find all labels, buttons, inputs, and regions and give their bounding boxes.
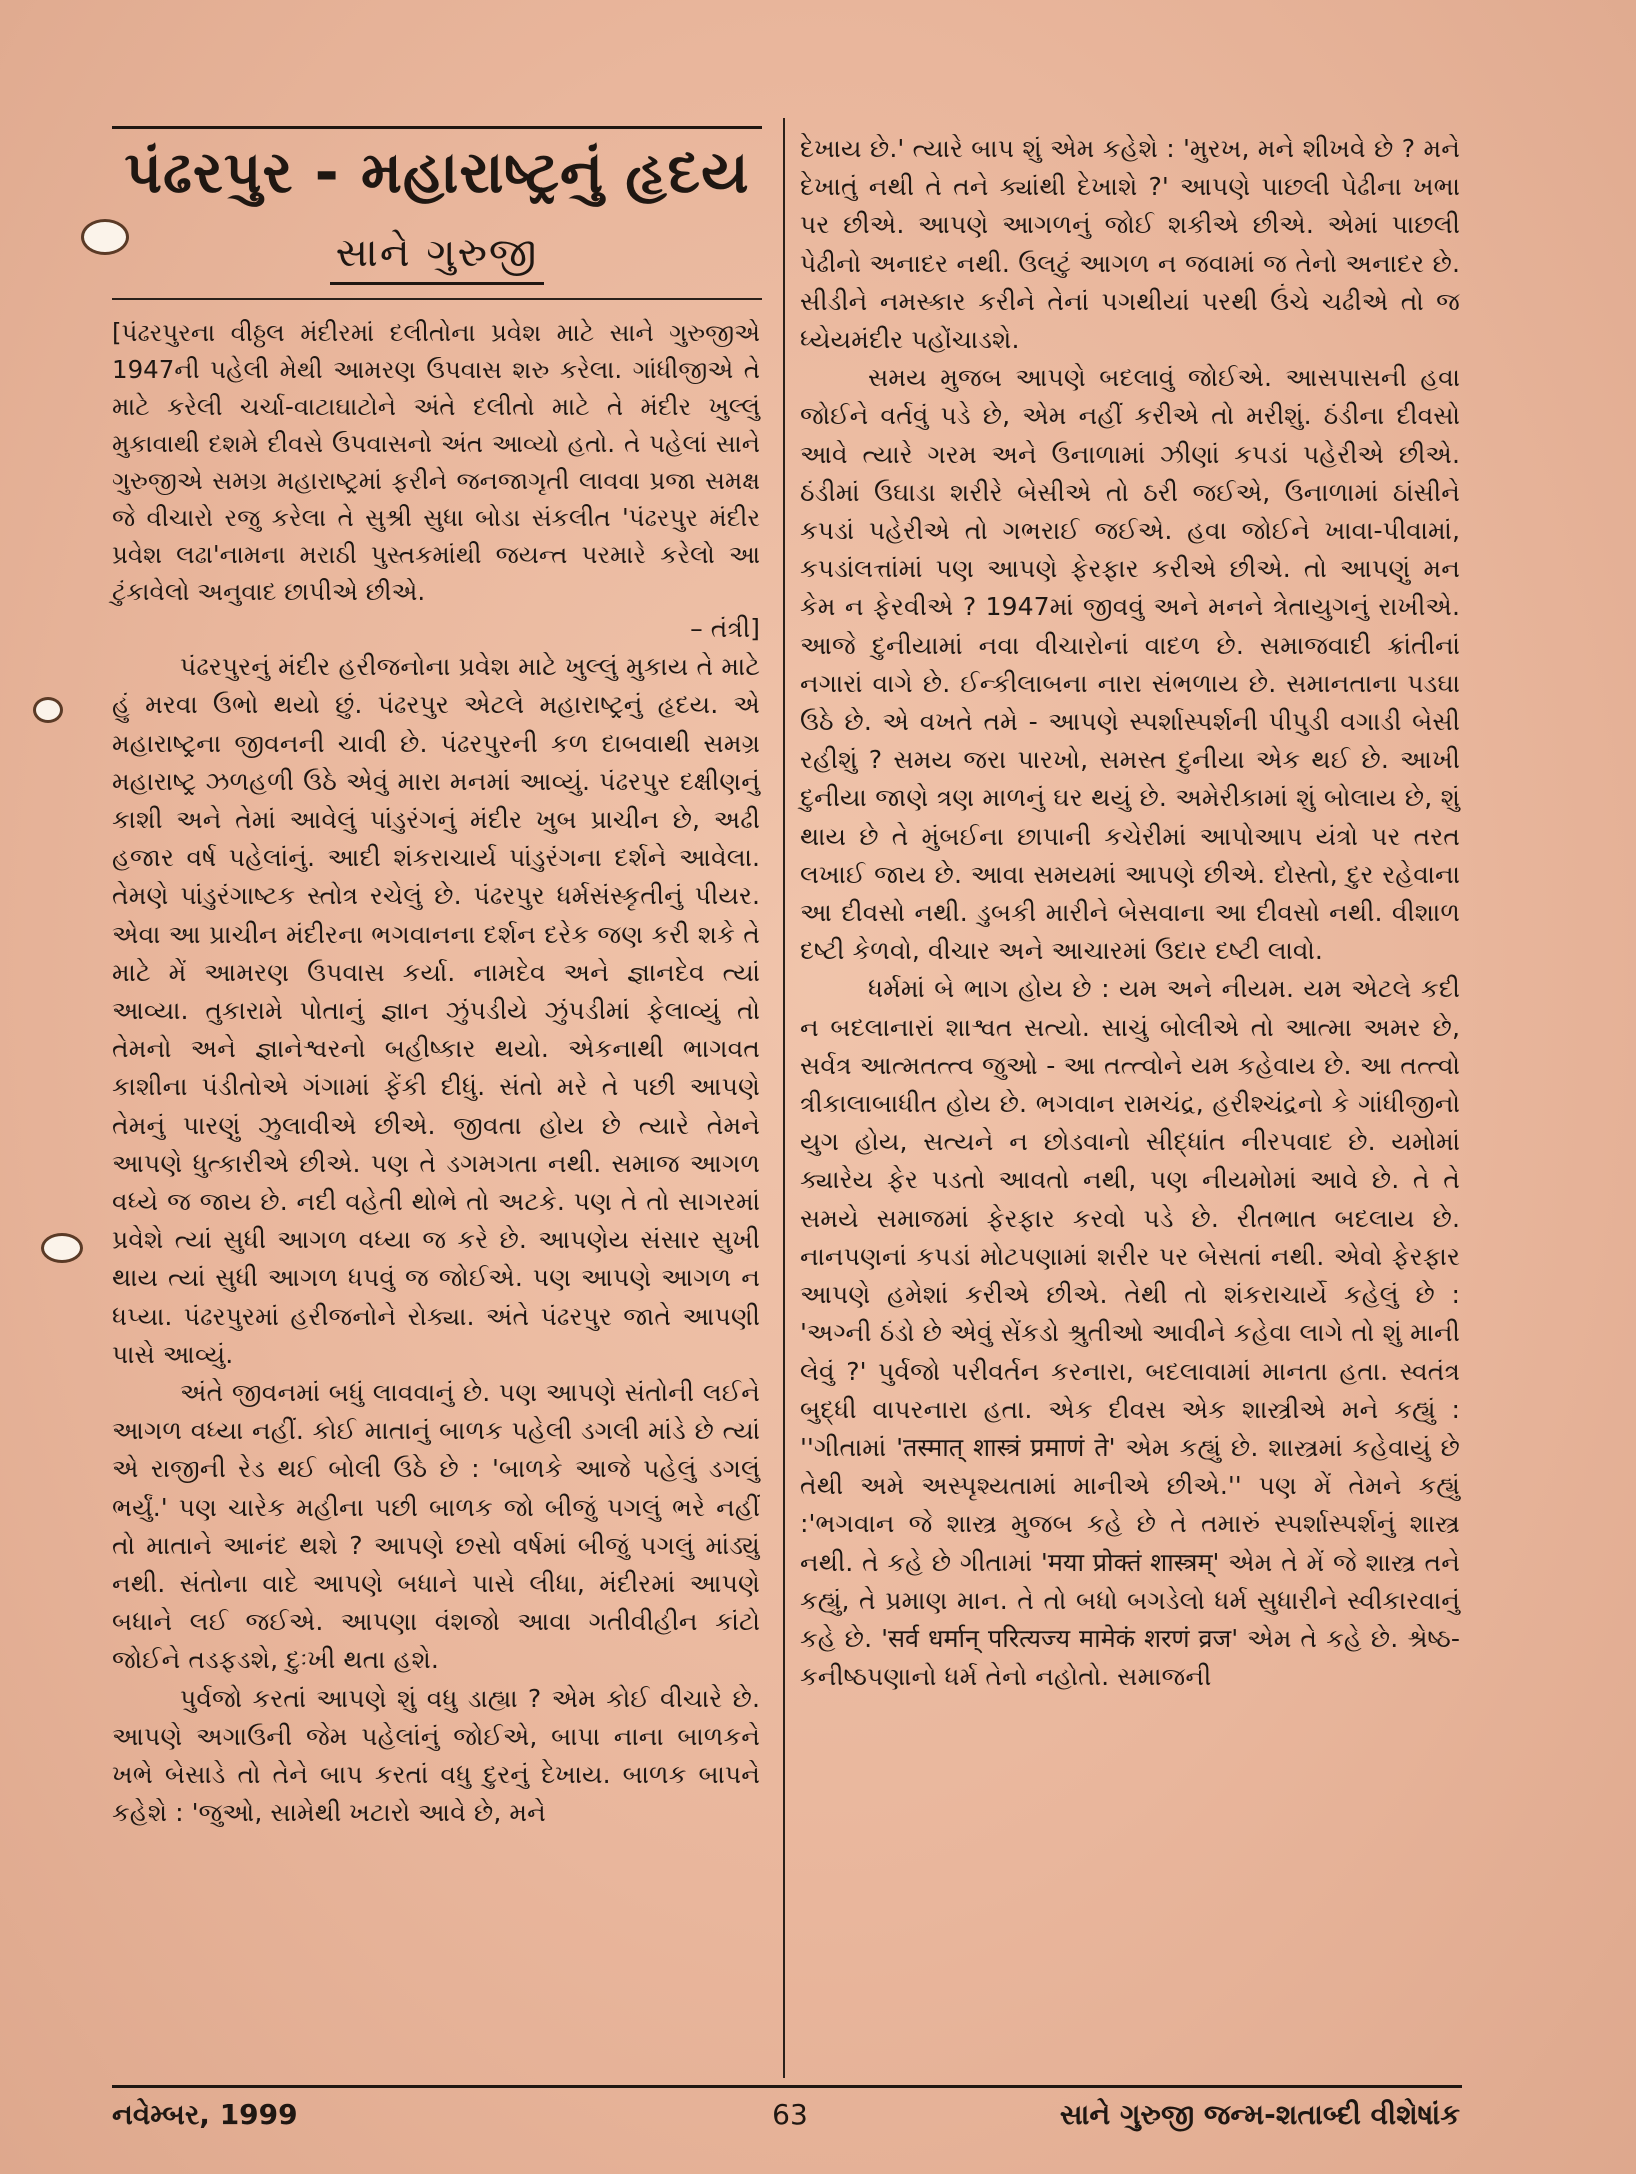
body-paragraph: સમય મુજબ આપણે બદલાવું જોઈએ. આસપાસની હવા જોઈને વર્તવું પડે છે, એમ નહીં કરીએ તો મરીશું. ઠંડીના દીવસો આવે ત્યારે ગરમ અને ઉનાળામાં ઝીણાં કપડાં પહેરીએ છીએ. ઠંડીમાં ઉઘાડા શરીરે બેસીએ તો ઠરી જઈએ, ઉનાળામાં ઠાંસીને કપડાં પહેરીએ તો ગભરાઈ જઈએ. હવા જોઈને ખાવા-પીવામાં, કપડાંલત્તાંમાં પણ આપણે ફેરફાર કરીએ છીએ. તો આપણું મન કેમ ન ફેરવીએ ? 1947માં જીવવું અને મનને ત્રેતાયુગનું રાખીએ. આજે દુનીયામાં નવા વીચારોનાં વાદળ છે. સમાજવાદી ક્રાંતીનાં નગારાં વાગે છે. ઈન્કીલાબના નારા સંભળાય છે. સમાનતાના પડઘા ઉઠે છે. એ વખતે તમે - આપણે સ્પર્શાસ્પર્શની પીપુડી વગાડી બેસી રહીશું ? સમય જરા પારખો, સમસ્ત દુનીયા એક થઈ છે. આખી દુનીયા જાણે ત્રણ માળનું ઘર થયું છે. અમેરીકામાં શું બોલાય છે, શું થાય છે તે મુંબઈના છાપાની કચેરીમાં આપોઆપ યંત્રો પર તરત લખાઈ જાય છે. આવા સમયમાં આપણે છીએ. દોસ્તો, દુર રહેવાના આ દીવસો નથી. ડુબકી મારીને બેસવાના આ દીવસો નથી. વીશાળ દષ્ટી કેળવો, વીચાર અને આચારમાં ઉદાર દષ્ટી લાવો. — [800, 363, 1460, 966]
body-paragraph: અંતે જીવનમાં બધું લાવવાનું છે. પણ આપણે સંતોની લઈને આગળ વધ્યા નહીં. કોઈ માતાનું બાળક પહેલી ડગલી માંડે છે ત્યાં એ રાજીની રેડ થઈ બોલી ઉઠે છે : 'બાળકે આજે પહેલું ડગલું ભર્યું.' પણ ચારેક મહીના પછી બાળક જો બીજું પગલું ભરે નહીં તો માતાને આનંદ થશે ? આપણે છસો વર્ષમાં બીજું પગલું માંડ્યું નથી. સંતોના વાદે આપણે બધાને પાસે લીધા, મંદીરમાં આપણે બધાને લઈ જઈએ. આપણા વંશજો આવા ગતીવીહીન કાંટો જોઈને તડફડશે, દુઃખી થતા હશે. — [112, 1378, 760, 1675]
editor-note: [પંઢરપુરના વીઠ્ઠલ મંદીરમાં દલીતોના પ્રવેશ માટે સાને ગુરુજીએ 1947ની પહેલી મેથી આમરણ ઉપવાસ શરુ કરેલા. ગાંધીજીએ તે માટે કરેલી ચર્ચા-વાટાઘાટોને અંતે દલીતો માટે તે મંદીર ખુલ્લું મુકાવાથી દશમે દીવસે ઉપવાસનો અંત આવ્યો હતો. તે પહેલાં સાને ગુરુજીએ સમગ્ર મહારાષ્ટ્રમાં ફરીને જનજાગૃતી લાવવા પ્રજા સમક્ષ જે વીચારો રજુ કરેલા તે સુશ્રી સુધા બોડા સંકલીત 'પંઢરપુર મંદીર પ્રવેશ લઢા'નામના મરાઠી પુસ્તકમાંથી જયન્ત પરમારે કરેલો આ ટુંકાવેલો અનુવાદ છાપીએ છીએ. — [112, 318, 760, 606]
left-column — [112, 314, 760, 1833]
editor-signature: – તંત્રી] — [690, 614, 760, 643]
page-number: 63 — [772, 2098, 808, 2131]
paper-hole — [44, 1236, 80, 1260]
title-top-rule — [112, 126, 762, 129]
footer-rule — [112, 2085, 1462, 2088]
article-title: પંઢરપુર - મહારાષ્ટ્રનું હૃદય — [124, 138, 750, 206]
paper-hole — [36, 700, 60, 720]
column-divider — [783, 118, 785, 2078]
publication-name: સાને ગુરુજી જન્મ-શતાબ્દી વીશેષાંક — [1059, 2098, 1460, 2131]
paper-hole — [84, 222, 126, 252]
body-paragraph: પુર્વજો કરતાં આપણે શું વધુ ડાહ્યા ? એમ કોઈ વીચારે છે. આપણે અગાઉની જેમ પહેલાંનું જોઈએ, બાપા નાના બાળકને ખભે બેસાડે તો તેને બાપ કરતાં વધુ દુરનું દેખાય. બાળક બાપને કહેશે : 'જુઓ, સામેથી ખટારો આવે છે, મને — [112, 1683, 760, 1828]
author-name: સાને ગુરુજી — [330, 230, 545, 285]
byline-rule — [112, 298, 762, 300]
byline — [112, 230, 762, 276]
right-column — [800, 130, 1460, 1696]
body-paragraph: દેખાય છે.' ત્યારે બાપ શું એમ કહેશે : 'મુરખ, મને શીખવે છે ? મને દેખાતું નથી તે તને ક્યાંથી દેખાશે ?' આપણે પાછલી પેઢીના ખભા પર છીએ. આપણે આગળનું જોઈ શકીએ છીએ. એમાં પાછલી પેઢીનો અનાદર નથી. ઉલટું આગળ ન જવામાં જ તેનો અનાદર છે. સીડીને નમસ્કાર કરીને તેનાં પગથીયાં પરથી ઉંચે ચઢીએ તો જ ધ્યેયમંદીર પહોંચાડશે. — [800, 134, 1460, 355]
body-paragraph: ધર્મમાં બે ભાગ હોય છે : યમ અને નીયમ. યમ એટલે કદી ન બદલાનારાં શાશ્વત સત્યો. સાચું બોલીએ તો આત્મા અમર છે, સર્વત્ર આત્મતત્ત્વ જુઓ - આ તત્ત્વોને યમ કહેવાય છે. આ તત્ત્વો ત્રીકાલાબાધીત હોય છે. ભગવાન રામચંદ્ર, હરીશ્ચંદ્રનો કે ગાંધીજીનો યુગ હોય, સત્યને ન છોડવાનો સીદ્ધાંત નીરપવાદ છે. યમોમાં ક્યારેય ફેર પડતો આવતો નથી, પણ નીયમોમાં આવે છે. તે તે સમયે સમાજમાં ફેરફાર કરવો પડે છે. રીતભાત બદલાય છે. નાનપણનાં કપડાં મોટપણામાં શરીર પર બેસતાં નથી. એવો ફેરફાર આપણે હમેશાં કરીએ છીએ. તેથી તો શંકરાચાર્યે કહેલું છે : 'અગ્ની ઠંડો છે એવું સેંકડો શ્રુતીઓ આવીને કહેવા લાગે તો શું માની લેવું ?' પુર્વજો પરીવર્તન કરનારા, બદલાવામાં માનતા હતા. સ્વતંત્ર બુદ્ધી વાપરનારા હતા. એક દીવસ એક શાસ્ત્રીએ મને કહ્યું : ''ગીતામાં 'तस्मात् शास्त्रं प्रमाणं ते' એમ કહ્યું છે. શાસ્ત્રમાં કહેવાયું છે તેથી અમે અસ્પૃશ્યતામાં માનીએ છીએ.'' પણ મેં તેમને કહ્યું :'ભગવાન જે શાસ્ત્ર મુજબ કહે છે તે તમારું સ્પર્શાસ્પર્શનું શાસ્ત્ર નથી. તે કહે છે ગીતામાં 'मया प्रोक्तं शास्त्रम्' એમ તે મેં જે શાસ્ત્ર તને કહ્યું, તે પ્રમાણ માન. તે તો બધો બગડેલો ધર્મ સુધારીને સ્વીકારવાનું કહે છે. 'सर्व धर्मान् परित्यज्य मामेकं शरणं व्रज' એમ તે કહે છે. શ્રેષ્ઠ-કનીષ્ઠપણાનો ધર્મ તેનો નહોતો. સમાજની — [800, 974, 1460, 1692]
body-paragraph: પંઢરપુરનું મંદીર હરીજનોના પ્રવેશ માટે ખુલ્લું મુકાય તે માટે હું મરવા ઉભો થયો છું. પંઢરપુર એટલે મહારાષ્ટ્રનું હૃદય. એ મહારાષ્ટ્રના જીવનની ચાવી છે. પંઢરપુરની કળ દાબવાથી સમગ્ર મહારાષ્ટ્ર ઝળહળી ઉઠે એવું મારા મનમાં આવ્યું. પંઢરપુર દક્ષીણનું કાશી અને તેમાં આવેલું પાંડુરંગનું મંદીર ખુબ પ્રાચીન છે, અઢી હજાર વર્ષ પહેલાંનું. આદી શંકરાચાર્ય પાંડુરંગના દર્શને આવેલા. તેમણે પાંડુરંગાષ્ટક સ્તોત્ર રચેલું છે. પંઢરપુર ધર્મસંસ્કૃતીનું પીયર. એવા આ પ્રાચીન મંદીરના ભગવાનના દર્શન દરેક જણ કરી શકે તે માટે મેં આમરણ ઉપવાસ કર્યા. નામદેવ અને જ્ઞાનદેવ ત્યાં આવ્યા. તુકારામે પોતાનું જ્ઞાન ઝુંપડીયે ઝુંપડીમાં ફેલાવ્યું તો તેમનો અને જ્ઞાનેશ્વરનો બહીષ્કાર થયો. એકનાથી ભાગવત કાશીના પંડીતોએ ગંગામાં ફેંકી દીધું. સંતો મરે તે પછી આપણે તેમનું પારણું ઝુલાવીએ છીએ. જીવતા હોય છે ત્યારે તેમને આપણે ધુત્કારીએ છીએ. પણ તે ડગમગતા નથી. સમાજ આગળ વધ્યે જ જાય છે. નદી વહેતી થોભે તો અટકે. પણ તે તો સાગરમાં પ્રવેશે ત્યાં સુધી આગળ વધ્યા જ કરે છે. આપણેય સંસાર સુખી થાય ત્યાં સુધી આગળ ધપવું જ જોઈએ. પણ આપણે આગળ ન ધપ્યા. પંઢરપુરમાં હરીજનોને રોક્યા. અંતે પંઢરપુર જાતે આપણી પાસે આવ્યું. — [112, 652, 760, 1369]
footer-date: નવેમ્બર, 1999 — [112, 2098, 298, 2131]
